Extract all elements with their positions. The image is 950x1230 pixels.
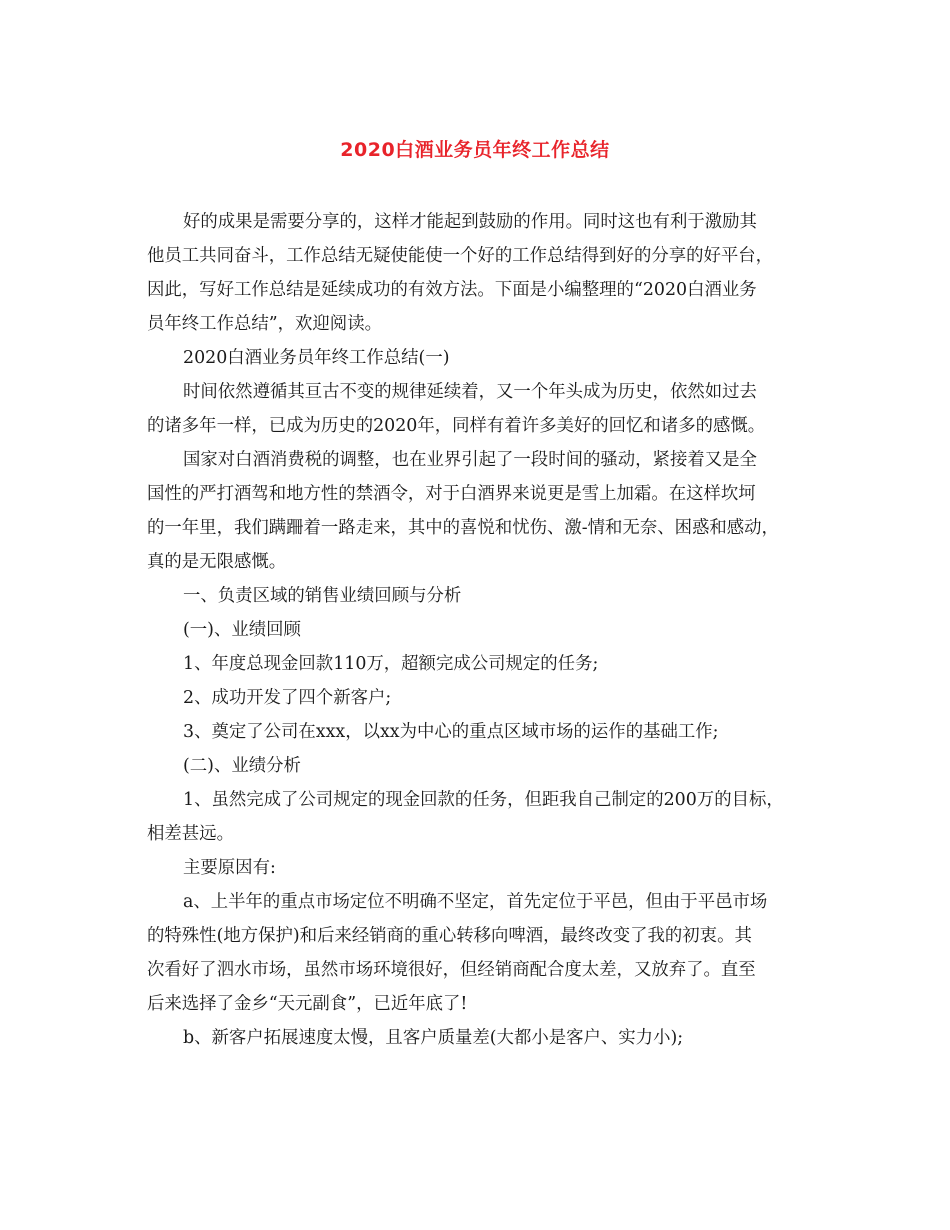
- paragraph-line: 的诸多年一样，已成为历史的2020年，同样有着许多美好的回忆和诸多的感慨。: [147, 416, 766, 436]
- list-item: a、上半年的重点市场定位不明确不坚定，首先定位于平邑，但由于平邑市场: [183, 892, 768, 912]
- section-heading: 2020白酒业务员年终工作总结(一): [183, 348, 450, 368]
- paragraph-line: 次看好了泗水市场，虽然市场环境很好，但经销商配合度太差，又放弃了。直至: [147, 960, 756, 980]
- paragraph-line: 因此，写好工作总结是延续成功的有效方法。下面是小编整理的“2020白酒业务: [147, 280, 757, 300]
- document-title: 2020白酒业务员年终工作总结: [340, 139, 610, 161]
- paragraph-line: 后来选择了金乡“天元副食”，已近年底了!: [147, 994, 468, 1014]
- paragraph-line: 的特殊性(地方保护)和后来经销商的重心转移向啤酒，最终改变了我的初衷。其: [147, 926, 752, 946]
- paragraph-line: 他员工共同奋斗，工作总结无疑使能使一个好的工作总结得到好的分享的好平台，: [147, 246, 774, 266]
- paragraph-line: 相差甚远。: [147, 824, 234, 844]
- paragraph-line: 员年终工作总结”，欢迎阅读。: [147, 314, 382, 334]
- list-item: 1、虽然完成了公司规定的现金回款的任务，但距我自己制定的200万的目标，: [183, 790, 784, 810]
- subsection-heading: (二)、业绩分析: [183, 756, 301, 776]
- list-item: 2、成功开发了四个新客户;: [183, 688, 392, 708]
- list-item: 3、奠定了公司在xxx，以xx为中心的重点区域市场的运作的基础工作;: [183, 722, 719, 742]
- list-item: b、新客户拓展速度太慢，且客户质量差(大都小是客户、实力小);: [183, 1028, 684, 1048]
- paragraph-line: 主要原因有:: [183, 858, 276, 878]
- paragraph-line: 时间依然遵循其亘古不变的规律延续着，又一个年头成为历史，依然如过去: [183, 382, 757, 402]
- paragraph-line: 真的是无限感慨。: [147, 552, 287, 572]
- paragraph-line: 国家对白酒消费税的调整，也在业界引起了一段时间的骚动，紧接着又是全: [183, 450, 757, 470]
- paragraph-line: 国性的严打酒驾和地方性的禁酒令，对于白酒界来说更是雪上加霜。在这样坎坷: [147, 484, 756, 504]
- paragraph-line: 好的成果是需要分享的，这样才能起到鼓励的作用。同时这也有利于激励其: [183, 212, 757, 232]
- subsection-heading: (一)、业绩回顾: [183, 620, 301, 640]
- paragraph-line: 的一年里，我们蹒跚着一路走来，其中的喜悦和忧伤、激-情和无奈、困惑和感动，: [147, 518, 779, 538]
- section-heading: 一、负责区域的销售业绩回顾与分析: [183, 586, 462, 606]
- document-body: [147, 205, 809, 1055]
- list-item: 1、年度总现金回款110万，超额完成公司规定的任务;: [183, 654, 599, 674]
